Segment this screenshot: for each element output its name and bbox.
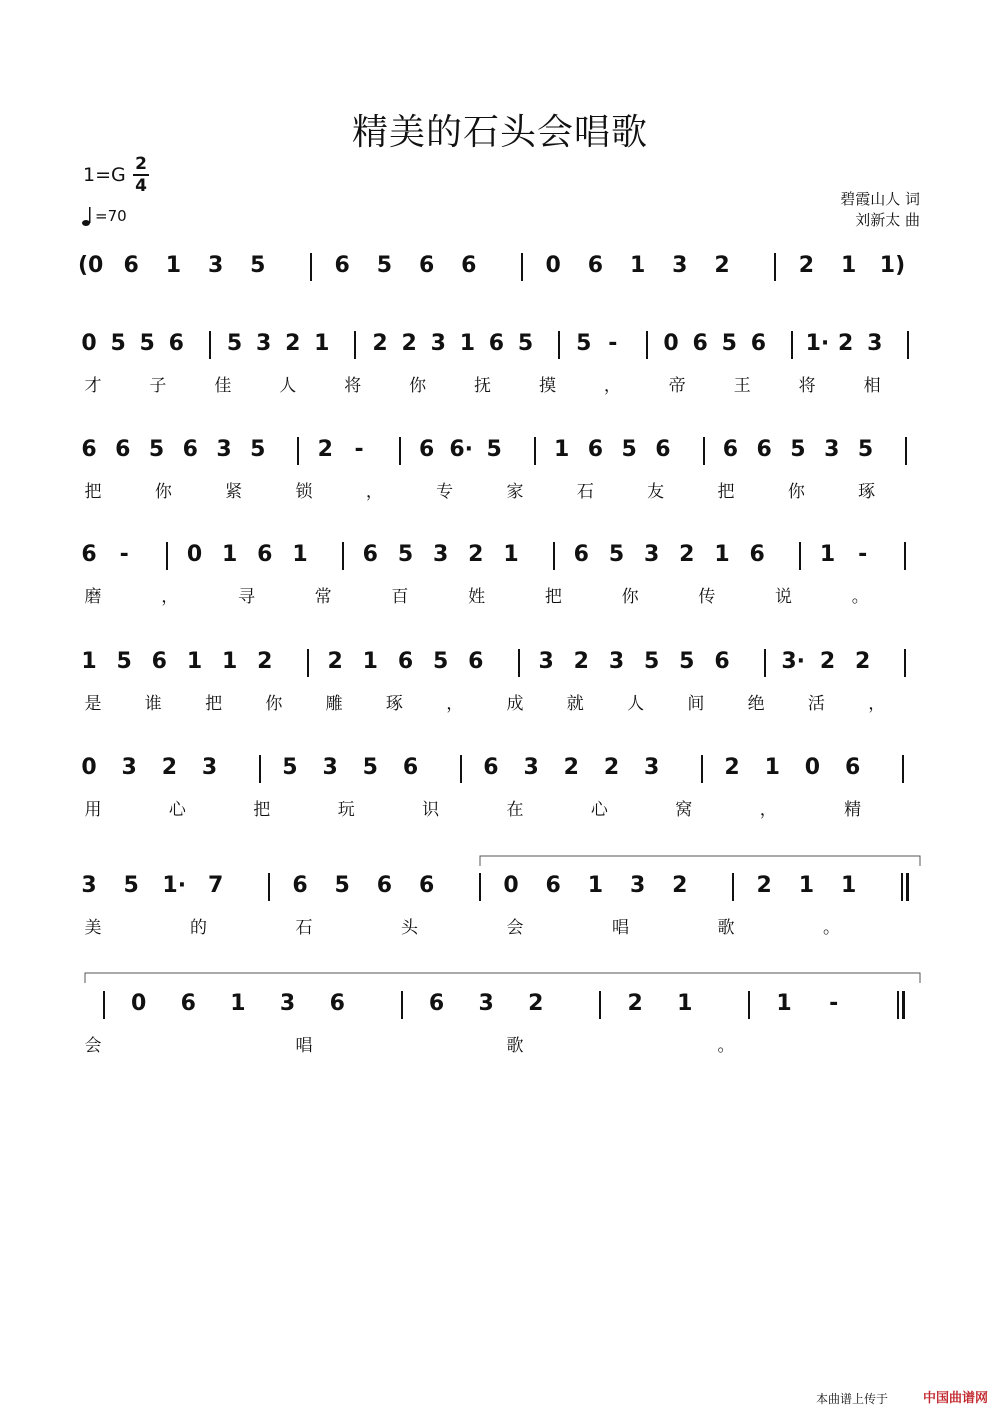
lyric-char: 琢 <box>385 694 403 714</box>
jianpu-note: 5 <box>250 437 266 462</box>
jianpu-note: 6 <box>468 649 484 674</box>
jianpu-note: 2 <box>563 755 579 780</box>
jianpu-note: 3 <box>255 331 272 356</box>
jianpu-note: 6 <box>418 437 435 462</box>
jianpu-note: 6 <box>180 991 196 1016</box>
lyric-char: 友 <box>647 482 665 502</box>
jianpu-note: 2 <box>468 542 484 567</box>
lyric-char: 相 <box>863 376 881 396</box>
jianpu-note: - <box>829 991 839 1016</box>
jianpu-note: 1 <box>222 542 238 567</box>
lyric-char: 。 <box>851 587 869 607</box>
jianpu-note: 6 <box>545 873 561 898</box>
jianpu-note: 0 <box>503 873 519 898</box>
jianpu-note: 1· <box>805 331 830 356</box>
jianpu-note: 0 <box>81 331 97 356</box>
lyric-char: 帝 <box>668 376 686 396</box>
jianpu-note: 1 <box>222 649 238 674</box>
jianpu-note: 6 <box>714 649 730 674</box>
lyric-char: 磨 <box>84 587 102 607</box>
jianpu-note: 2 <box>285 331 301 356</box>
jianpu-note: 1 <box>553 437 570 462</box>
lyric-char: 说 <box>775 587 793 607</box>
jianpu-note: 1 <box>776 991 792 1016</box>
lyric-char: 你 <box>265 694 283 714</box>
lyric-char: 歌 <box>506 1036 524 1056</box>
jianpu-note: 5 <box>334 873 350 898</box>
jianpu-note: 6 <box>488 331 505 356</box>
jianpu-note: 3 <box>279 991 296 1016</box>
jianpu-note: 0 <box>545 253 561 278</box>
lyric-char: 抚 <box>474 376 492 396</box>
jianpu-note: 3 <box>629 873 646 898</box>
jianpu-note: 3 <box>672 253 688 278</box>
lyric-char: 把 <box>84 482 102 502</box>
jianpu-note: 5 <box>486 437 502 462</box>
jianpu-note: 5 <box>621 437 637 462</box>
jianpu-note: 5 <box>517 331 534 356</box>
time-signature-top: 2 <box>135 154 147 174</box>
jianpu-note: 5 <box>139 331 155 356</box>
jianpu-note: 5 <box>362 755 378 780</box>
jianpu-note: 3 <box>216 437 232 462</box>
jianpu-note: 0 <box>81 755 97 780</box>
jianpu-note: 0 <box>663 331 679 356</box>
lyric-char: 唱 <box>295 1036 313 1056</box>
jianpu-note: 6 <box>376 873 393 898</box>
lyric-char: 你 <box>787 482 805 502</box>
jianpu-note: 5 <box>644 649 660 674</box>
lyric-char: 会 <box>84 1036 102 1056</box>
jianpu-note: 1) <box>879 253 906 278</box>
jianpu-note: 1 <box>714 542 730 567</box>
lyric-char: 传 <box>698 587 716 607</box>
jianpu-note: 1 <box>81 649 97 674</box>
lyric-char: 你 <box>621 587 639 607</box>
lyric-char: ， <box>868 694 886 714</box>
lyric-char: 摸 <box>538 376 556 396</box>
lyric-char: 把 <box>717 482 735 502</box>
time-signature-bottom: 4 <box>135 176 147 196</box>
lyric-char: 歌 <box>717 918 735 938</box>
tempo-marking: =70 <box>95 207 127 225</box>
lyric-char: 琢 <box>858 482 876 502</box>
lyric-char: 把 <box>253 800 271 820</box>
jianpu-note: 5 <box>123 873 139 898</box>
lyric-char: 姓 <box>468 587 486 607</box>
jianpu-note: 5 <box>250 253 266 278</box>
jianpu-note: 5 <box>576 331 592 356</box>
jianpu-note: 5 <box>857 437 874 462</box>
jianpu-note: 6 <box>461 253 477 278</box>
jianpu-note: 6 <box>329 991 345 1016</box>
jianpu-note: 2 <box>317 437 333 462</box>
lyric-char: 在 <box>506 800 524 820</box>
lyric-char: 活 <box>807 694 825 714</box>
jianpu-note: 6 <box>722 437 739 462</box>
jianpu-note: 3 <box>430 331 446 356</box>
jianpu-note: 6 <box>168 331 184 356</box>
jianpu-note: 6 <box>334 253 350 278</box>
jianpu-note: 6 <box>573 542 589 567</box>
lyric-char: 就 <box>566 694 584 714</box>
lyric-char: 用 <box>84 800 102 820</box>
score-title: 精美的石头会唱歌 <box>351 112 648 153</box>
jianpu-note: 1 <box>587 873 604 898</box>
lyric-char: ， <box>603 376 621 396</box>
jianpu-note: 2 <box>573 649 589 674</box>
lyric-char: ， <box>446 694 464 714</box>
jianpu-note: 6 <box>123 253 139 278</box>
composer-credit: 刘新太 曲 <box>855 211 920 229</box>
jianpu-note: 6 <box>749 542 765 567</box>
jianpu-note: 3 <box>644 542 660 567</box>
lyricist-credit: 碧霞山人 词 <box>840 190 920 208</box>
lyric-char: 家 <box>506 482 524 502</box>
lyric-char: 紧 <box>225 482 243 502</box>
lyric-char: 。 <box>823 918 840 938</box>
lyric-char: 间 <box>687 694 705 714</box>
jianpu-note: 2 <box>672 873 688 898</box>
jianpu-note: 6 <box>655 437 671 462</box>
jianpu-note: 2 <box>327 649 343 674</box>
jianpu-note: 2 <box>528 991 544 1016</box>
lyric-char: 把 <box>544 587 562 607</box>
jianpu-note: 0 <box>186 542 203 567</box>
lyric-char: 专 <box>436 482 454 502</box>
lyric-char: 美 <box>84 918 102 938</box>
jianpu-note: 3 <box>207 253 224 278</box>
jianpu-note: 2 <box>819 649 836 674</box>
lyric-char: 绝 <box>747 694 765 714</box>
lyric-char: 是 <box>84 694 102 714</box>
jianpu-note: 2 <box>724 755 740 780</box>
jianpu-note: 3 <box>538 649 554 674</box>
lyric-char: 谁 <box>144 694 162 714</box>
lyric-char: 会 <box>506 918 524 938</box>
jianpu-note: 2 <box>603 755 620 780</box>
jianpu-note: - <box>608 331 618 356</box>
jianpu-note: 5 <box>608 542 625 567</box>
jianpu-note: 6 <box>151 649 167 674</box>
lyric-char: 玩 <box>337 800 355 820</box>
jianpu-note: - <box>858 542 868 567</box>
lyric-char: 将 <box>344 376 362 396</box>
lyric-char: 人 <box>279 376 297 396</box>
site-logo: 中国曲谱网 <box>922 1391 988 1406</box>
jianpu-note: 5 <box>148 437 165 462</box>
jianpu-note: 7 <box>207 873 224 898</box>
lyric-char: 唱 <box>612 918 629 938</box>
lyric-char: 常 <box>314 587 332 607</box>
lyric-char: 百 <box>391 587 409 607</box>
lyric-char: 的 <box>190 918 207 938</box>
jianpu-note: 3 <box>121 755 137 780</box>
lyric-char: 石 <box>295 918 313 938</box>
lyric-char: 王 <box>733 376 751 396</box>
lyric-char: 你 <box>409 376 427 396</box>
jianpu-note: 1 <box>230 991 246 1016</box>
jianpu-note: 3 <box>322 755 338 780</box>
lyric-char: 把 <box>205 694 223 714</box>
jianpu-note: 2 <box>401 331 417 356</box>
jianpu-note: 1 <box>165 253 182 278</box>
jianpu-note: 6 <box>844 755 861 780</box>
jianpu-note: 5 <box>110 331 126 356</box>
jianpu-note: 6 <box>587 437 604 462</box>
key-signature: 1=G <box>83 164 126 186</box>
jianpu-note: 2 <box>679 542 695 567</box>
lyric-char: 成 <box>506 694 524 714</box>
jianpu-note: 6 <box>397 649 414 674</box>
jianpu-note: 5 <box>433 649 449 674</box>
jianpu-note: 1 <box>459 331 475 356</box>
lyric-char: 将 <box>798 376 816 396</box>
jianpu-note: 1 <box>840 253 857 278</box>
jianpu-note: 1 <box>503 542 519 567</box>
jianpu-note: 2 <box>838 331 854 356</box>
lyric-char: 。 <box>717 1036 735 1056</box>
jianpu-note: 2 <box>257 649 273 674</box>
jianpu-note: 6 <box>418 253 435 278</box>
jianpu-note: 2 <box>714 253 730 278</box>
jianpu-note: 6 <box>587 253 604 278</box>
jianpu-note: 5 <box>721 331 737 356</box>
jianpu-note: 6 <box>692 331 708 356</box>
lyric-char: 才 <box>84 376 102 396</box>
jianpu-note: 3 <box>608 649 625 674</box>
jianpu-note: 1 <box>840 873 857 898</box>
lyric-char: 你 <box>154 482 172 502</box>
jianpu-note: 0 <box>804 755 821 780</box>
jianpu-note: 2 <box>372 331 388 356</box>
jianpu-note: 6· <box>449 437 474 462</box>
lyric-char: 石 <box>576 482 594 502</box>
lyric-char: 子 <box>149 376 167 396</box>
jianpu-note: 5 <box>376 253 393 278</box>
jianpu-note: 1 <box>362 649 378 674</box>
jianpu-note: 3· <box>781 649 805 674</box>
lyric-char: ， <box>161 587 179 607</box>
jianpu-note: 5 <box>116 649 132 674</box>
jianpu-note: 2 <box>798 253 815 278</box>
jianpu-note: 5 <box>679 649 695 674</box>
jianpu-note: 5 <box>282 755 298 780</box>
volta-bracket <box>85 973 920 983</box>
jianpu-note: 3 <box>201 755 218 780</box>
jianpu-note: 6 <box>292 873 308 898</box>
jianpu-note: 1 <box>292 542 308 567</box>
lyric-char: 头 <box>401 918 418 938</box>
jianpu-note: 3 <box>867 331 883 356</box>
jianpu-note: 6 <box>418 873 435 898</box>
jianpu-note: - <box>354 437 364 462</box>
jianpu-note: 5 <box>790 437 806 462</box>
lyric-char: 人 <box>627 694 645 714</box>
jianpu-note: 3 <box>433 542 449 567</box>
lyric-char: 识 <box>422 800 440 820</box>
jianpu-note: 2 <box>161 755 178 780</box>
jianpu-note: 5 <box>397 542 414 567</box>
jianpu-note: 3 <box>644 755 660 780</box>
lyric-char: 寻 <box>237 587 255 607</box>
lyric-char: ， <box>365 482 383 502</box>
lyric-char: 锁 <box>295 482 313 502</box>
jianpu-note: 1 <box>677 991 693 1016</box>
jianpu-note: 6 <box>362 542 378 567</box>
jianpu-note: 2 <box>855 649 871 674</box>
lyric-char: ， <box>759 800 777 820</box>
upload-notice: 本曲谱上传于 <box>815 1392 888 1406</box>
jianpu-note: 6 <box>81 437 97 462</box>
volta-bracket <box>480 856 920 866</box>
jianpu-note: 1 <box>314 331 330 356</box>
jianpu-note: 3 <box>824 437 840 462</box>
jianpu-note: 3 <box>478 991 494 1016</box>
jianpu-note: 6 <box>756 437 772 462</box>
lyric-char: 心 <box>168 800 186 820</box>
jianpu-note: 6 <box>115 437 131 462</box>
jianpu-note: 3 <box>81 873 97 898</box>
jianpu-note: 2 <box>627 991 643 1016</box>
jianpu-note: 5 <box>226 331 243 356</box>
jianpu-note: 6 <box>81 542 97 567</box>
jianpu-note: 3 <box>523 755 539 780</box>
lyric-char: 佳 <box>214 376 232 396</box>
jianpu-note: 2 <box>756 873 772 898</box>
jianpu-note: 1 <box>798 873 815 898</box>
jianpu-note: 1 <box>186 649 203 674</box>
jianpu-note: 6 <box>402 755 419 780</box>
lyric-char: 雕 <box>325 694 343 714</box>
lyric-char: 窝 <box>675 800 693 820</box>
jianpu-note: 1 <box>764 755 780 780</box>
jianpu-note: 6 <box>428 991 445 1016</box>
jianpu-note: 6 <box>750 331 767 356</box>
jianpu-note: 6 <box>483 755 499 780</box>
lyric-char: 心 <box>590 800 608 820</box>
jianpu-note: (0 <box>78 253 104 278</box>
jianpu-note: 6 <box>257 542 273 567</box>
jianpu-note: 6 <box>182 437 198 462</box>
jianpu-note: - <box>119 542 129 567</box>
jianpu-note: 1 <box>629 253 646 278</box>
jianpu-note: 0 <box>130 991 147 1016</box>
jianpu-note: 1 <box>819 542 836 567</box>
jianpu-note: 1· <box>162 873 187 898</box>
lyric-char: 精 <box>844 800 862 820</box>
